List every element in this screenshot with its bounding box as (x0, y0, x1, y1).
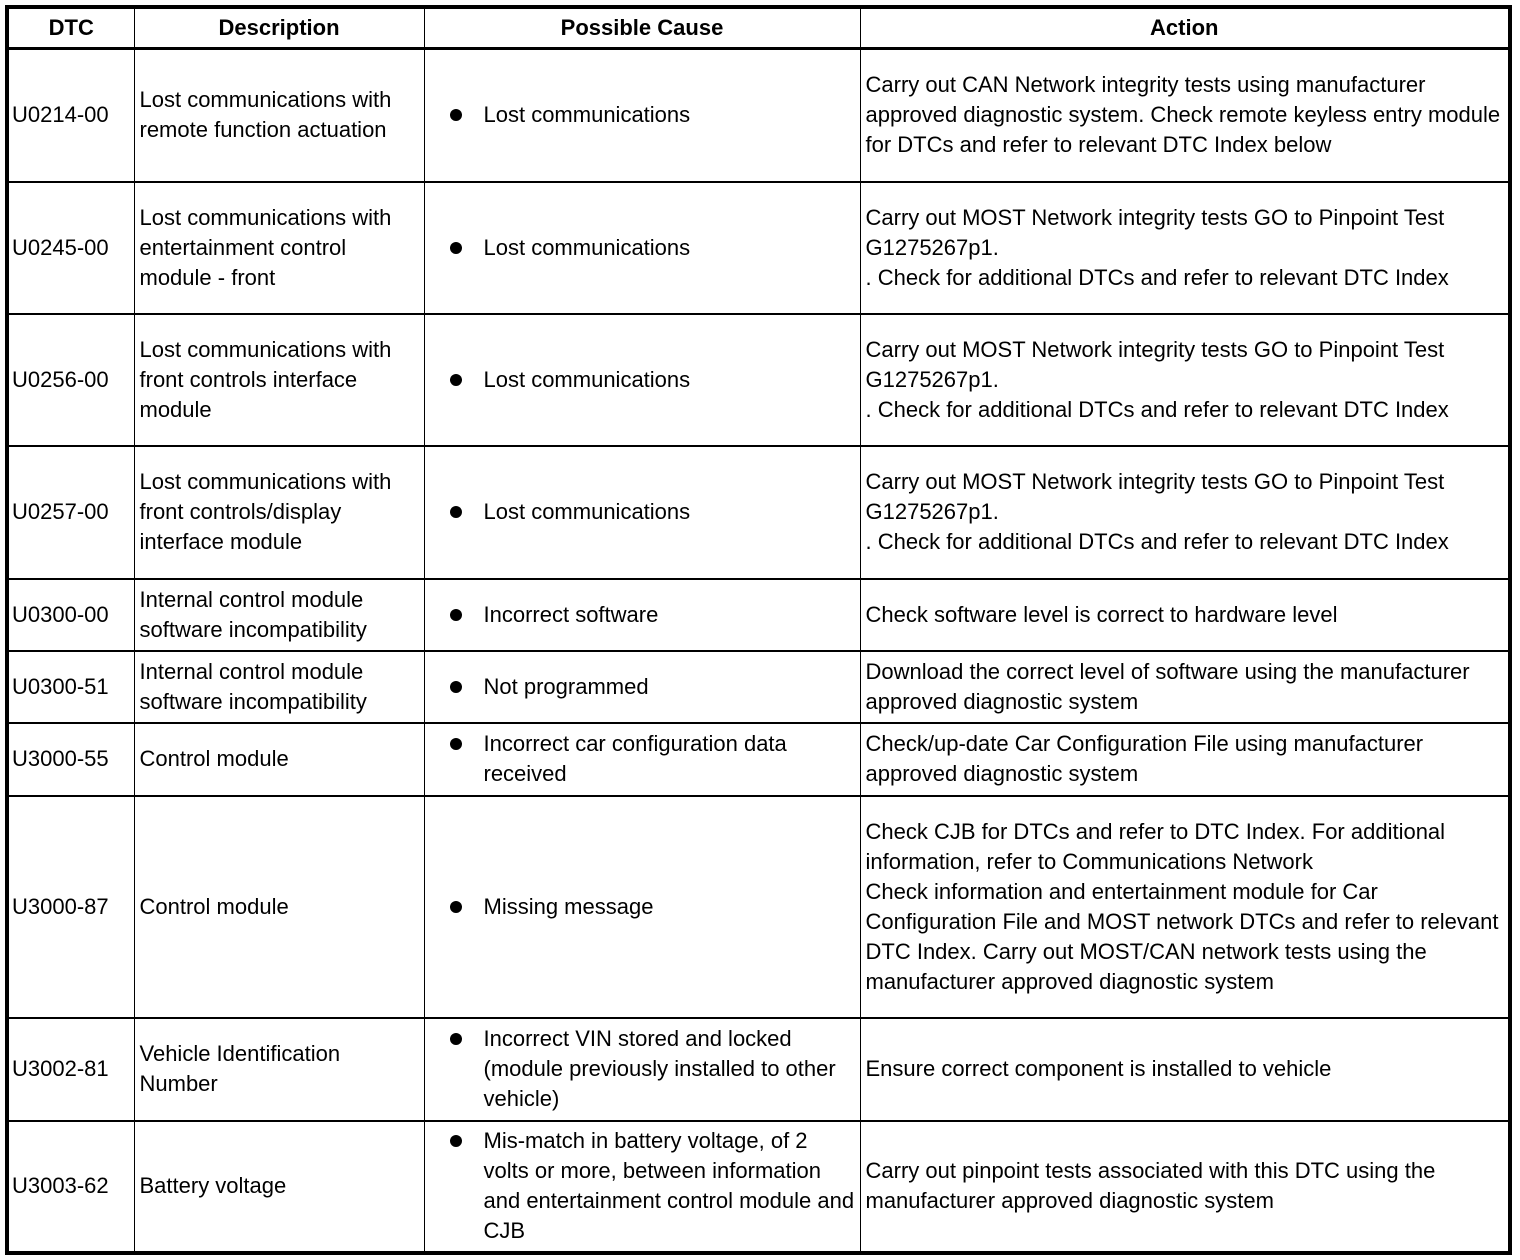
bullet-icon (450, 1135, 462, 1147)
cause-item (430, 600, 855, 630)
table-row (7, 723, 1510, 796)
cause-text: Lost communications (483, 102, 691, 128)
description-cell: Lost communications with front controls/display interface module (134, 446, 424, 579)
description-cell: Control module (134, 796, 424, 1018)
dtc-code: U3000-55 (7, 723, 134, 796)
bullet-icon (450, 242, 462, 254)
dtc-code: U3003-62 (7, 1121, 134, 1253)
cause-cell (424, 796, 860, 1018)
cause-text: Not programmed (483, 673, 649, 699)
header-dtc: DTC (7, 7, 134, 49)
description-cell: Lost communications with front controls interface module (134, 314, 424, 446)
action-text: . Check for additional DTCs and refer to relevant DTC Index (865, 264, 1449, 290)
action-text: Download the correct level of software using the manufacturer approved diagnostic system (865, 658, 1470, 714)
dtc-table (5, 5, 1512, 1255)
action-cell (860, 49, 1510, 182)
description-cell: Control module (134, 723, 424, 796)
action-cell (860, 1018, 1510, 1121)
bullet-icon (450, 901, 462, 913)
cause-cell (424, 446, 860, 579)
cause-item (430, 1024, 855, 1114)
cause-item (430, 100, 855, 130)
header-description: Description (134, 7, 424, 49)
cause-text: Lost communications (483, 234, 691, 260)
bullet-icon (450, 1033, 462, 1045)
description-cell: Internal control module software incompatibility (134, 579, 424, 651)
header-action: Action (860, 7, 1510, 49)
cause-item (430, 892, 855, 922)
cause-cell (424, 1121, 860, 1253)
action-cell (860, 182, 1510, 314)
bullet-icon (450, 374, 462, 386)
cause-text: Incorrect VIN stored and locked (module previously installed to other vehicle) (483, 1026, 836, 1111)
header-possible-cause: Possible Cause (424, 7, 860, 49)
action-cell (860, 579, 1510, 651)
dtc-code: U0256-00 (7, 314, 134, 446)
table-row (7, 446, 1510, 579)
table-row (7, 796, 1510, 1018)
action-text: Carry out MOST Network integrity tests GO to Pinpoint Test G1275267p1. (865, 469, 1445, 524)
table-row (7, 651, 1510, 723)
dtc-code: U0214-00 (7, 49, 134, 182)
dtc-code: U0245-00 (7, 182, 134, 314)
action-text: Carry out pinpoint tests associated with this DTC using the manufacturer approved diagnostic system (865, 1158, 1436, 1213)
dtc-code: U0257-00 (7, 446, 134, 579)
action-text: . Check for additional DTCs and refer to relevant DTC Index (865, 529, 1449, 554)
description-cell: Battery voltage (134, 1121, 424, 1253)
header-row (7, 7, 1510, 49)
dtc-code: U3002-81 (7, 1018, 134, 1121)
bullet-icon (450, 738, 462, 750)
action-text: Carry out MOST Network integrity tests GO to Pinpoint Test G1275267p1. (865, 204, 1445, 260)
action-text: Carry out CAN Network integrity tests using manufacturer approved diagnostic system. Check remote keyless entry module for DTCs and refer to relevant DTC Index below (865, 72, 1501, 158)
dtc-code: U3000-87 (7, 796, 134, 1018)
cause-cell (424, 49, 860, 182)
cause-text: Mis-match in battery voltage, of 2 volts or more, between information and entertainment control module and CJB (483, 1128, 855, 1243)
description-cell: Lost communications with remote function actuation (134, 49, 424, 182)
cause-item (430, 233, 855, 263)
cause-cell (424, 182, 860, 314)
action-cell (860, 446, 1510, 579)
description-cell: Vehicle Identification Number (134, 1018, 424, 1121)
cause-text: Lost communications (483, 366, 691, 392)
cause-item (430, 365, 855, 395)
action-cell (860, 723, 1510, 796)
cause-cell (424, 1018, 860, 1121)
table-row (7, 1018, 1510, 1121)
cause-text: Incorrect software (483, 601, 659, 627)
cause-text: Lost communications (483, 499, 691, 524)
action-cell (860, 796, 1510, 1018)
action-text: Check software level is correct to hardware level (865, 601, 1338, 627)
action-cell (860, 1121, 1510, 1253)
bullet-icon (450, 609, 462, 621)
action-text: Check CJB for DTCs and refer to DTC Index. For additional information, refer to Communications Network (865, 818, 1446, 874)
cause-text: Incorrect car configuration data received (483, 731, 787, 786)
table-row (7, 182, 1510, 314)
action-text: Carry out MOST Network integrity tests GO to Pinpoint Test G1275267p1. (865, 336, 1445, 392)
bullet-icon (450, 506, 462, 518)
cause-item (430, 497, 855, 527)
description-cell: Internal control module software incompatibility (134, 651, 424, 723)
action-text: . Check for additional DTCs and refer to relevant DTC Index (865, 396, 1449, 422)
action-text: Check/up-date Car Configuration File using manufacturer approved diagnostic system (865, 731, 1424, 786)
action-cell (860, 651, 1510, 723)
table-row (7, 49, 1510, 182)
table-row (7, 579, 1510, 651)
cause-text: Missing message (483, 893, 654, 919)
cause-cell (424, 651, 860, 723)
dtc-code: U0300-00 (7, 579, 134, 651)
cause-cell (424, 314, 860, 446)
bullet-icon (450, 109, 462, 121)
action-text: Ensure correct component is installed to vehicle (865, 1056, 1332, 1081)
bullet-icon (450, 681, 462, 693)
cause-item (430, 672, 855, 702)
action-cell (860, 314, 1510, 446)
cause-cell (424, 723, 860, 796)
cause-cell (424, 579, 860, 651)
table-row (7, 314, 1510, 446)
cause-item (430, 729, 855, 789)
action-text: Check information and entertainment module for Car Configuration File and MOST network DTCs and refer to relevant DTC Index. Carry out MOST/CAN network tests using the manufacturer approved diagnostic system (865, 878, 1499, 994)
dtc-code: U0300-51 (7, 651, 134, 723)
cause-item (430, 1126, 855, 1246)
table-row (7, 1121, 1510, 1253)
description-cell: Lost communications with entertainment control module - front (134, 182, 424, 314)
